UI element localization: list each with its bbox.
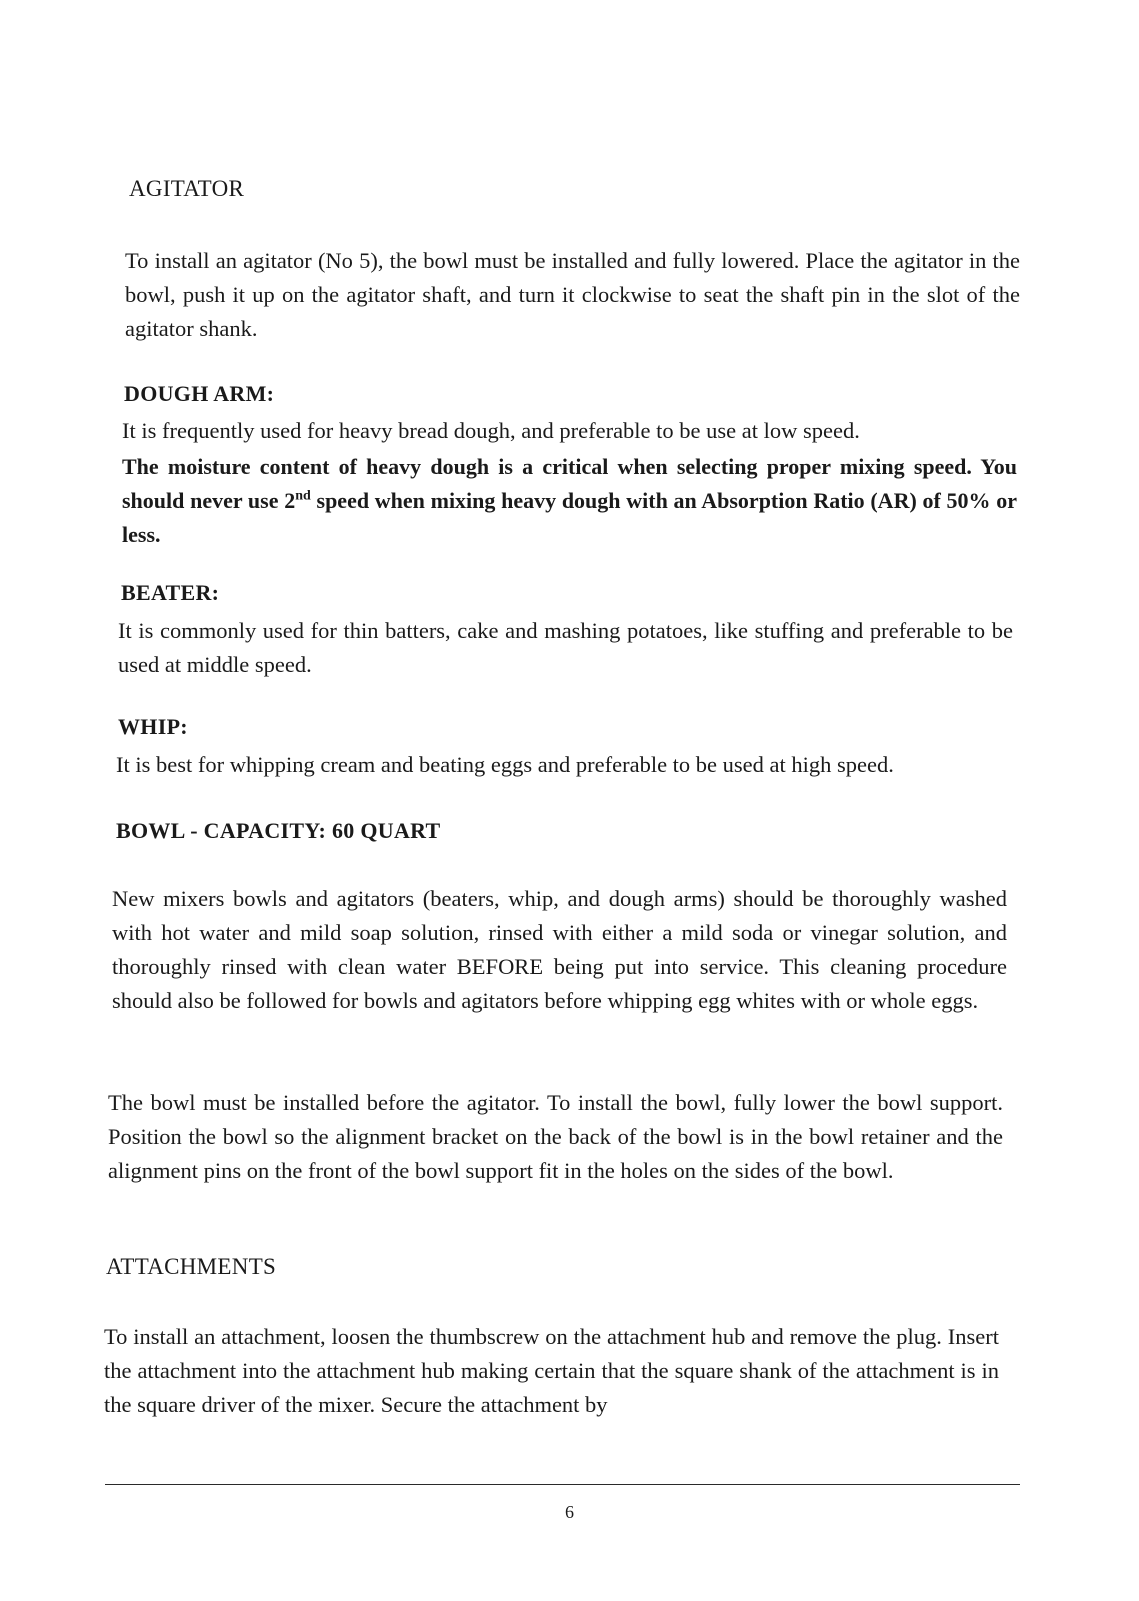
bowl-cleaning-paragraph: New mixers bowls and agitators (beaters, whip, and dough arms) should be thoroughly washed with hot water and mild soap solution, rinsed with either a mild soda or vinegar solution, and thoroughly rinsed with clean water BEFORE being put into service. This cleaning procedure should also be followed for bowls and agitators before whipping egg whites with or whole eggs. xyxy=(112,886,1007,1013)
footer-divider xyxy=(105,1484,1020,1485)
whip-paragraph: It is best for whipping cream and beating eggs and preferable to be used at high speed. xyxy=(116,752,894,777)
page-number: 6 xyxy=(565,1502,574,1522)
agitator-paragraph: To install an agitator (No 5), the bowl must be installed and fully lowered. Place the agitator in the bowl, push it up on the agitator shaft, and turn it clockwise to seat the shaft pin in the slot of the agitator shank. xyxy=(125,248,1020,341)
beater-paragraph: It is commonly used for thin batters, cake and mashing potatoes, like stuffing and preferable to be used at middle speed. xyxy=(118,618,1013,677)
attachments-paragraph: To install an attachment, loosen the thumbscrew on the attachment hub and remove the plug. Insert the attachment into the attachment hub making certain that the square shank of the attachment is in the square driver of the mixer. Secure the attachment by xyxy=(104,1324,999,1417)
dough-arm-heading: DOUGH ARM: xyxy=(124,381,275,406)
dough-arm-warning xyxy=(122,450,1017,552)
bowl-install-paragraph: The bowl must be installed before the agitator. To install the bowl, fully lower the bowl support. Position the bowl so the alignment bracket on the back of the bowl is in the bowl retainer and the alignment pins on the front of the bowl support fit in the holes on the sides of the bowl. xyxy=(108,1090,1003,1183)
warning-text-part2: speed when mixing heavy dough with an Absorption Ratio (AR) of 50% or less. xyxy=(122,488,1018,547)
agitator-heading: AGITATOR xyxy=(129,176,245,201)
beater-heading: BEATER: xyxy=(121,580,220,605)
attachments-heading: ATTACHMENTS xyxy=(106,1254,277,1279)
bowl-capacity-heading: BOWL - CAPACITY: 60 QUART xyxy=(116,818,441,843)
ordinal-superscript: nd xyxy=(295,488,311,504)
warning-text-part1: The moisture content of heavy dough is a critical when selecting proper mixing speed. You should never use 2 xyxy=(122,454,1017,513)
dough-arm-paragraph: It is frequently used for heavy bread dough, and preferable to be use at low speed. xyxy=(122,418,860,443)
whip-heading: WHIP: xyxy=(118,714,188,739)
